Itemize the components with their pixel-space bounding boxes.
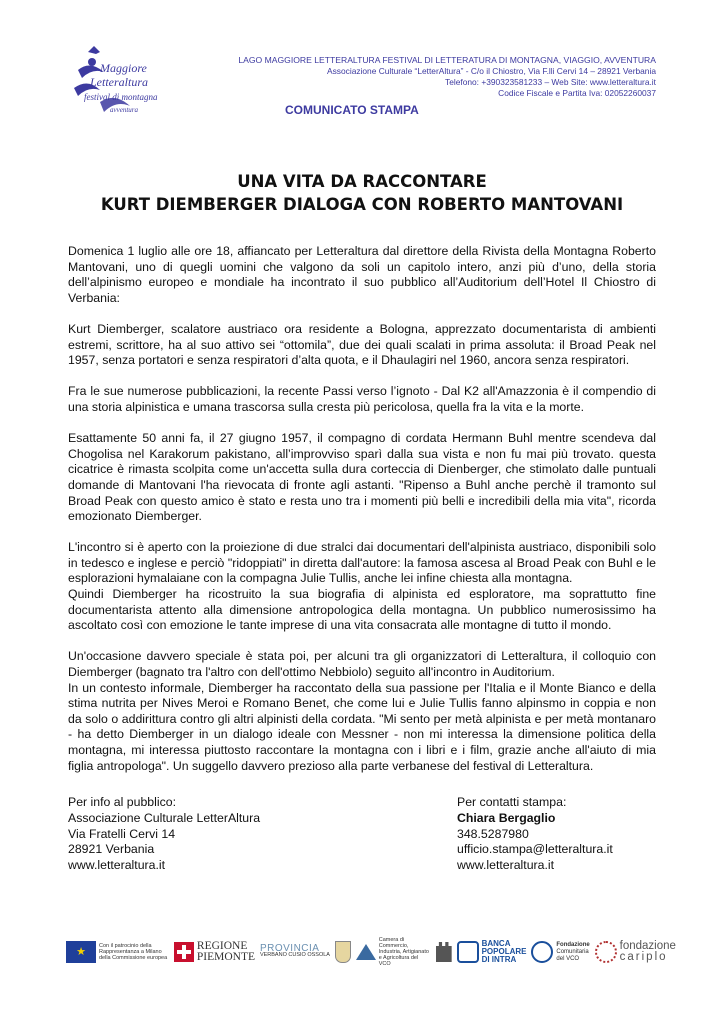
eu-flag-icon: ★ <box>66 941 96 963</box>
press-contact-web-link[interactable]: www.letteraltura.it <box>457 858 555 873</box>
paragraph-3: Fra le sue numerose pubblicazioni, la recente Passi verso l’ignoto - Dal K2 all'Amazzonia è il compendio di una storia alpinistica e umana trascorsa sulla cresta più pericolosa, quella fra la vita e la morte. <box>68 384 656 414</box>
svg-text:Maggiore: Maggiore <box>100 61 147 75</box>
document-title-line1: UNA VITA DA RACCONTARE <box>237 172 487 191</box>
paragraph-5: L'incontro si è aperto con la proiezione di due stralci dai documentari dell'alpinista austriaco, disponibili solo in tedesco e inglese e perciò "ridoppiati" in diretta dall'autore: la famosa ascesa al Broad Peak con Buhl e le esplorazioni hymalaiane con la compagna Julie Tullis, anche lei infine chiesta alla montagna. <box>68 540 656 586</box>
public-contacts-org: Associazione Culturale LetterAltura <box>68 810 261 825</box>
bpi-label-2: POPOLARE <box>481 947 527 956</box>
svg-text:festival di montagna: festival di montagna <box>84 92 158 102</box>
sponsor-cariplo <box>595 941 676 963</box>
camera-mountain-icon <box>356 944 376 960</box>
sponsor-camera-commercio <box>356 937 431 967</box>
header-address-line: Associazione Culturale “LetterAltura” - C/o il Chiostro, Via F.lli Cervi 14 – 28921 Verbania <box>327 66 656 76</box>
sponsor-bpi <box>457 940 527 964</box>
municipal-crest-icon <box>335 941 351 963</box>
document-title-line2: KURT DIEMBERGER DIALOGA CON ROBERTO MANTOVANI <box>100 195 624 214</box>
bpi-logo-icon <box>457 941 479 963</box>
article-body <box>68 244 656 790</box>
bpi-label-1: BANCA <box>481 939 511 948</box>
sponsor-eu-text: Con il patrocinio della Rappresentanza a Milano della Commissione europea <box>99 943 168 961</box>
regione-cross-icon <box>174 942 194 962</box>
castle-icon <box>436 942 452 962</box>
public-contacts-web-link[interactable]: www.letteraltura.it <box>68 858 166 873</box>
paragraph-4: Esattamente 50 anni fa, il 27 giugno 1957, il compagno di cordata Hermann Buhl mentre scendeva dal Chogolisa nel Karakorum pakistano, all’improvviso sparì dalla sua vista e non fu mai più trovato. questa cicatrice è rimasta scolpita come un'accetta sulla dura corteccia di Dienberger, che stimolato dalle puntuali domande di Mantovani l'ha rievocata di fronte agli astanti. "Ripenso a Buhl anche perchè il tramonto sul Broad Peak con questo amico è stato e resta uno tra i momenti più belli e incredibili della mia vita", ricorda emozionato Diemberger. <box>68 431 656 524</box>
sponsor-regione-piemonte <box>174 941 255 963</box>
letteraltura-logo <box>70 42 170 122</box>
letteraltura-logo-icon <box>70 42 170 122</box>
press-release-label: COMUNICATO STAMPA <box>285 103 419 117</box>
press-contact-phone: 348.5287980 <box>457 826 529 841</box>
camera-label: Camera di Commercio, Industria, Artigianato e Agricoltura del VCO <box>378 937 429 967</box>
paragraph-1: Domenica 1 luglio alle ore 18, affiancato per Letteraltura dal direttore della Rivista della Montagna Roberto Mantovani, uno di quegli uomini che valgono da soli un capitolo intero, anzi più d’uno, della storia dell’alpinismo europeo e mondiale ha incontrato il suo pubblico all’Auditorium dell’Hotel Il Chiostro di Verbania: <box>68 244 656 305</box>
organization-header <box>196 55 656 99</box>
fondazione-vco-label-2: Comunitaria <box>556 948 589 955</box>
fondazione-vco-icon <box>531 941 553 963</box>
fondazione-vco-label-1: Fondazione <box>556 941 590 948</box>
provincia-label: PROVINCIA <box>259 943 320 954</box>
header-tax-line: Codice Fiscale e Partita Iva: 02052260037 <box>498 88 656 98</box>
sponsor-fondazione-vco <box>531 941 589 963</box>
sponsor-logos <box>66 934 676 970</box>
paragraph-8: In un contesto informale, Diemberger ha raccontato della sua passione per l'Italia e il Monte Bianco e della stima nutrita per Nives Meroi e Romano Benet, che come lui e Julie Tullis fanno alpinsmo in coppia e non da solo o addirittura contro gli altri alpinisti della cordata. "Mi sento per metà alpinista e per metà montanaro - ha detto Diemberger in un dialogo ideale con Messner - non mi interessa la dimensione politica della montagna, mi interessa piuttosto raccontare la montagna con i libri e i film, grazie anche all'aiuto di mia figlia antropologa". Un suggello davvero prezioso alla parte verbanese del festival di Letteraltura. <box>68 680 656 773</box>
sponsor-eu <box>66 941 169 963</box>
header-contact-line: Telefono: +390323581233 – Web Site: www.letteraltura.it <box>445 77 656 87</box>
paragraph-7: Un'occasione davvero speciale è stata poi, per alcuni tra gli organizzatori di Letteraltura, il colloquio con Diemberger (bagnato tra l'altro con dell'ottimo Nebbiolo) seguito all'incontro in Auditorium. <box>68 649 656 680</box>
sponsor-crest <box>335 941 351 963</box>
regione-label-2: PIEMONTE <box>196 951 256 963</box>
svg-text:avventura: avventura <box>110 106 138 114</box>
regione-label-1: REGIONE <box>196 940 248 952</box>
header-festival-line: LAGO MAGGIORE LETTERALTURA FESTIVAL DI LETTERATURA DI MONTAGNA, VIAGGIO, AVVENTURA <box>238 55 656 65</box>
public-contacts <box>68 795 260 874</box>
cariplo-logo-icon <box>595 941 617 963</box>
paragraph-6: Quindi Diemberger ha ricostruito la sua biografia di alpinista ed esploratore, ma soprattutto fine documentarista attento alla dimensione antropologica della montagna. Un pubblico numerosissimo ha ascoltato così con emozione le tante imprese di una vita consacrata alle montagne di tutto il mondo. <box>68 587 656 633</box>
press-contact-name: Chiara Bergaglio <box>457 810 556 825</box>
fondazione-vco-label-3: del VCO <box>556 955 580 962</box>
provincia-sub-label: VERBANO CUSIO OSSOLA <box>259 952 330 958</box>
bpi-label-3: DI INTRA <box>481 955 517 964</box>
public-contacts-street: Via Fratelli Cervi 14 <box>68 826 176 841</box>
svg-text:Letteraltura: Letteraltura <box>90 75 149 89</box>
public-contacts-label: Per info al pubblico: <box>68 795 177 809</box>
cariplo-label-2: cariplo <box>619 951 668 963</box>
press-contact-email-link[interactable]: ufficio.stampa@letteraltura.it <box>457 842 613 857</box>
press-contacts-label: Per contatti stampa: <box>457 795 567 809</box>
paragraph-2: Kurt Diemberger, scalatore austriaco ora residente a Bologna, apprezzato documentarista di ambienti estremi, scrittore, ha al suo attivo sei “ottomila”, due dei quali scalati in prima assoluta: il Broad Peak nel 1957, senza portatori e senza respiratori d’alta quota, e il Dhaulagiri nel 1960, ancora senza respiratori. <box>68 321 656 368</box>
press-contacts <box>457 795 613 874</box>
cariplo-label-1: fondazione <box>619 940 676 952</box>
public-contacts-city: 28921 Verbania <box>68 842 155 857</box>
sponsor-provincia <box>259 943 330 958</box>
sponsor-castle <box>436 942 452 962</box>
